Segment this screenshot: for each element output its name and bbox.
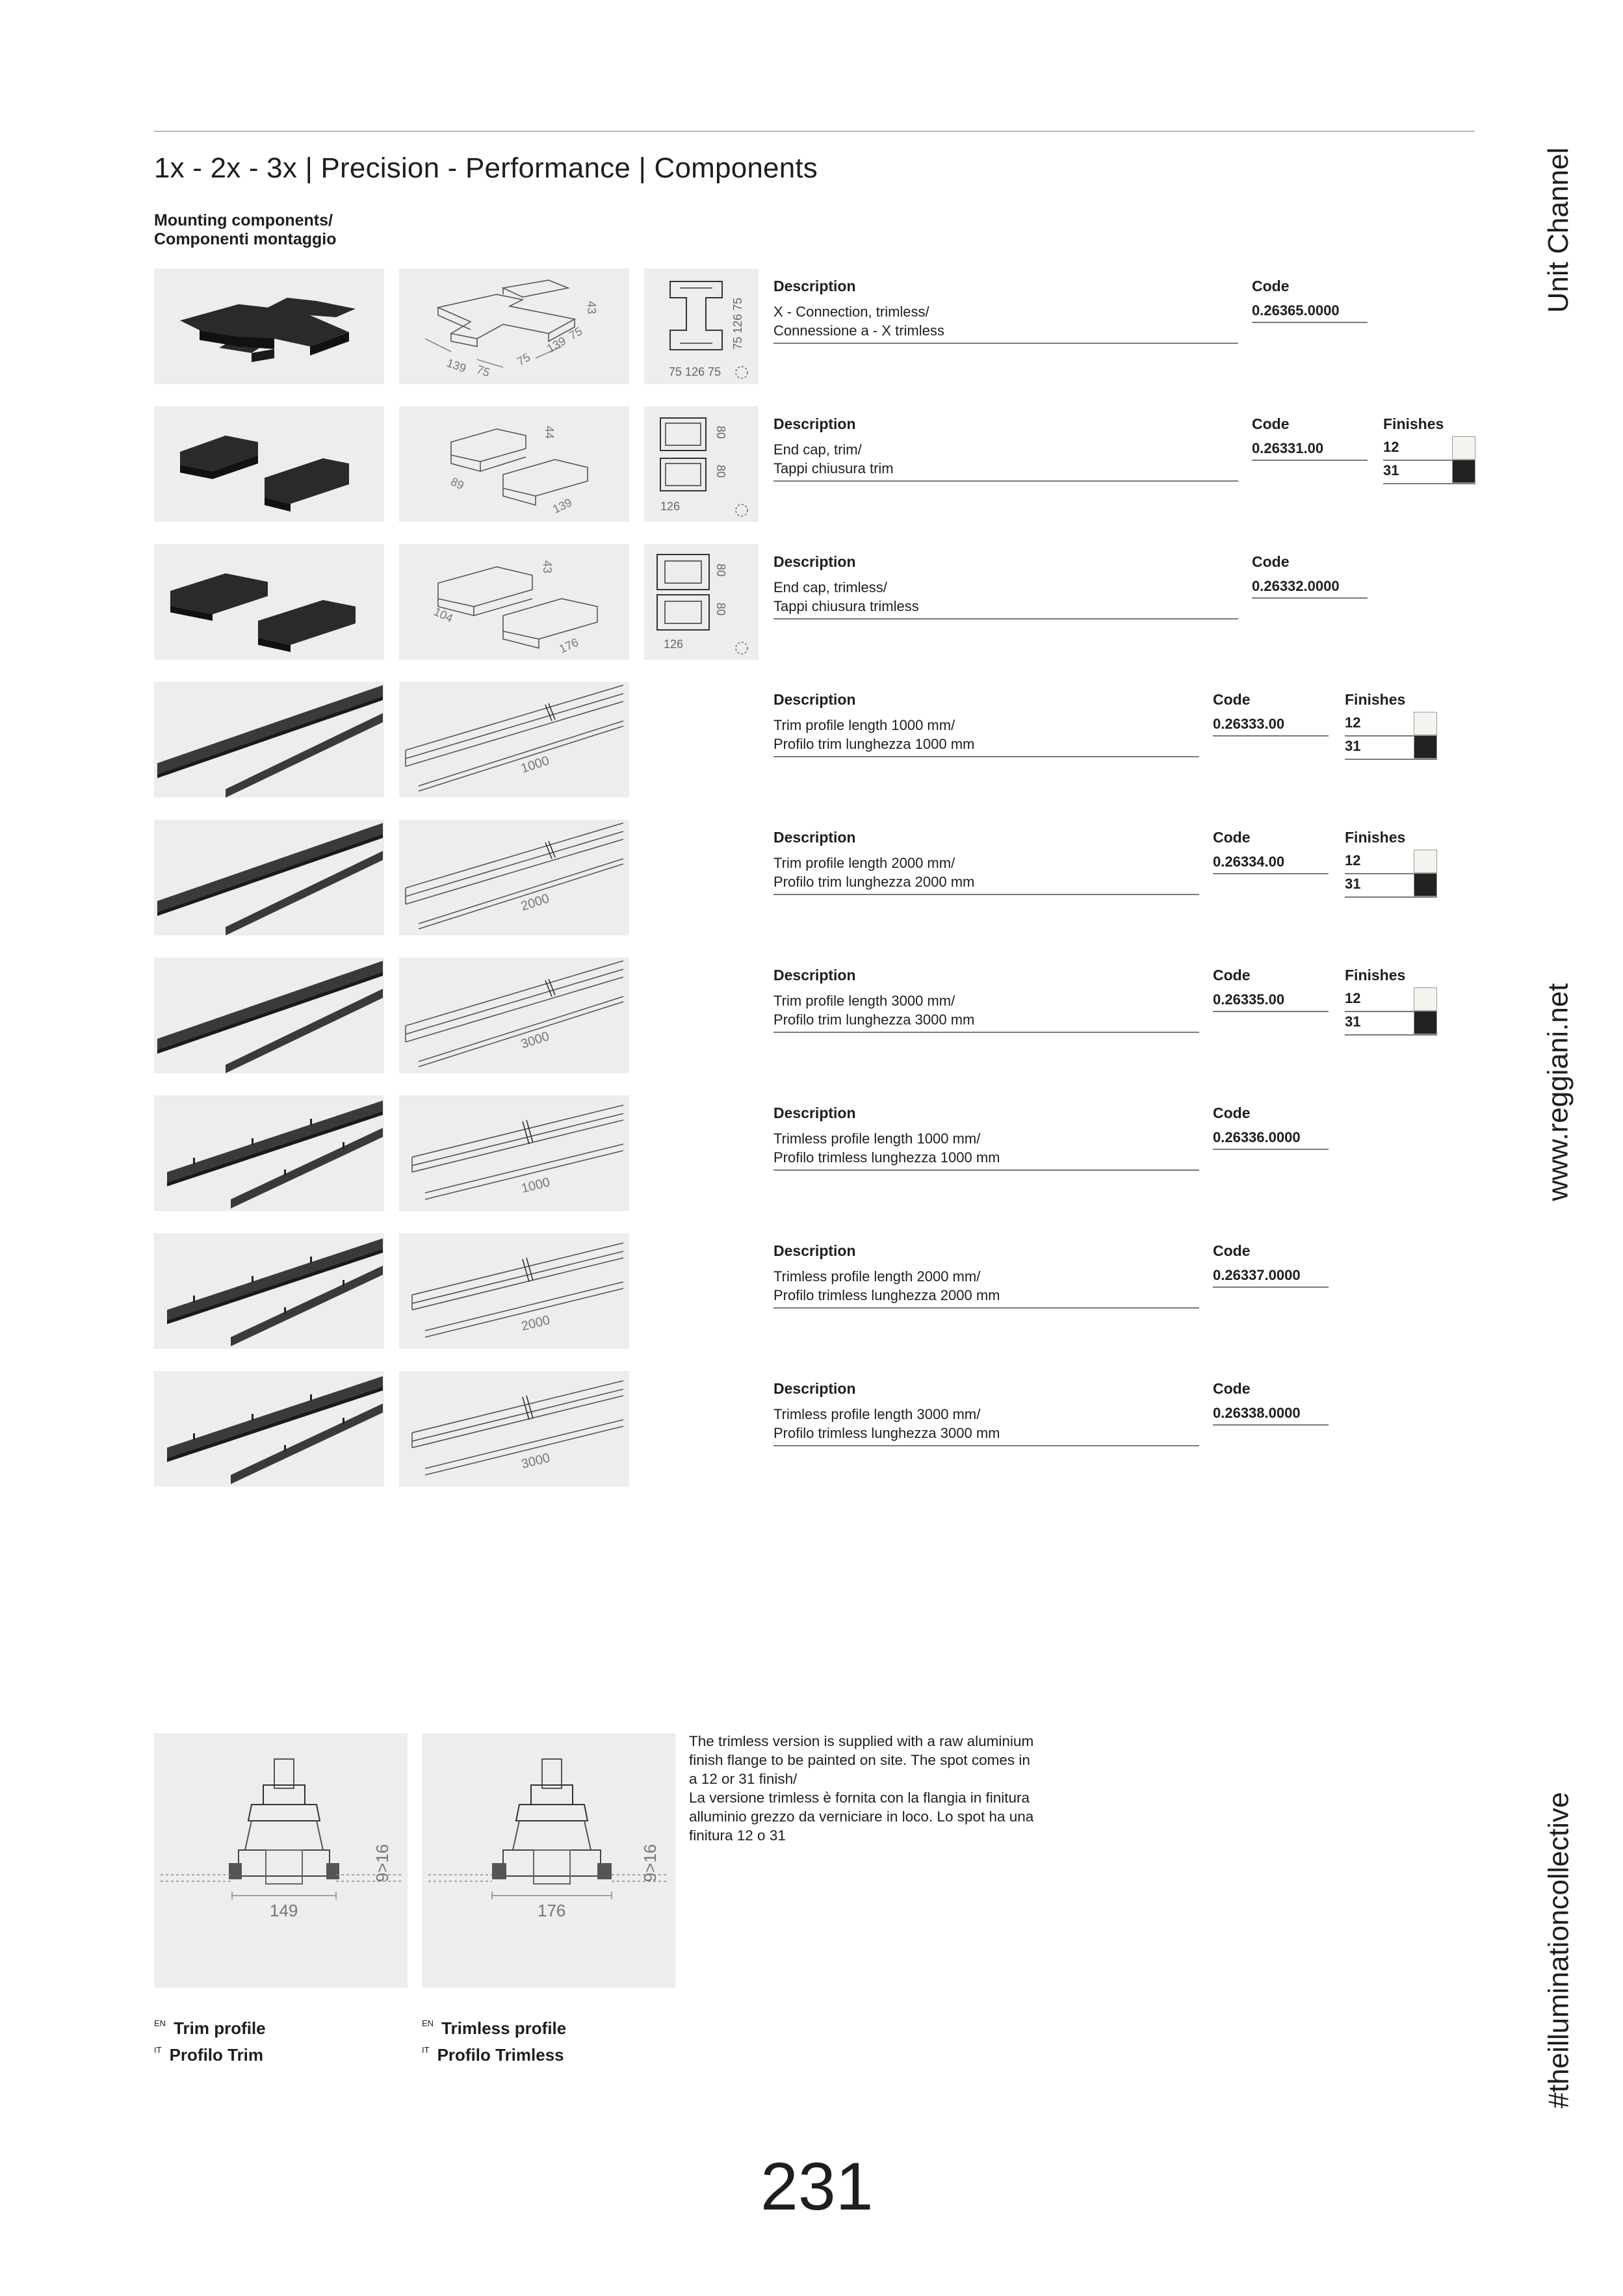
product-drawing	[399, 544, 629, 660]
finish-code: 31	[1345, 1013, 1361, 1030]
caption-it: Profilo Trim	[169, 2045, 264, 2065]
product-row-trim-2000	[0, 820, 1623, 937]
finishes-label: Finishes	[1345, 691, 1406, 708]
product-photo	[154, 268, 384, 384]
description-it: Connessione a - X trimless	[773, 322, 944, 339]
svg-text:1000: 1000	[519, 753, 551, 776]
finish-option-12[interactable]	[1383, 436, 1475, 461]
lang-tag: IT	[154, 2045, 162, 2055]
product-drawing	[399, 406, 629, 522]
svg-text:149: 149	[270, 1901, 298, 1920]
lang-tag: EN	[154, 2018, 166, 2028]
product-row-endcap-trimless	[0, 544, 1623, 661]
svg-text:139: 139	[545, 334, 569, 356]
finish-swatch-black	[1414, 735, 1437, 759]
product-drawing	[399, 268, 629, 384]
note-line: The trimless version is supplied with a raw aluminium	[689, 1733, 1034, 1749]
svg-text:9>16: 9>16	[372, 1844, 392, 1883]
product-description	[773, 854, 1199, 895]
svg-text:9>16: 9>16	[640, 1844, 660, 1883]
finish-code: 31	[1345, 738, 1361, 754]
product-photo	[154, 682, 384, 798]
svg-text:80: 80	[714, 465, 727, 478]
subtitle-it: Componenti montaggio	[154, 230, 337, 248]
svg-text:139: 139	[445, 356, 468, 376]
svg-text:139: 139	[551, 495, 574, 516]
product-row-trimless-2000	[0, 1233, 1623, 1350]
description-label: Description	[773, 1104, 856, 1121]
svg-text:104: 104	[432, 605, 455, 625]
finishes-label: Finishes	[1345, 829, 1406, 846]
product-row-trim-1000	[0, 682, 1623, 799]
finish-swatch-white	[1414, 712, 1437, 735]
product-drawing	[399, 1371, 629, 1487]
section-subtitle	[154, 211, 337, 249]
description-label: Description	[773, 829, 856, 846]
trimless-note	[689, 1732, 1079, 1845]
description-it: Tappi chiusura trimless	[773, 598, 919, 614]
product-photo	[154, 1233, 384, 1349]
finish-code: 12	[1345, 714, 1361, 731]
finish-swatch-black	[1414, 1011, 1437, 1034]
finish-option-31[interactable]	[1345, 735, 1437, 760]
svg-text:75: 75	[567, 324, 585, 343]
product-photo	[154, 958, 384, 1073]
description-en: Trim profile length 3000 mm/	[773, 993, 955, 1009]
product-row-trimless-3000	[0, 1371, 1623, 1488]
description-en: End cap, trim/	[773, 441, 862, 458]
product-description	[773, 1405, 1199, 1446]
code-label: Code	[1213, 1104, 1251, 1121]
product-code: 0.26333.00	[1213, 716, 1329, 737]
description-label: Description	[773, 553, 856, 570]
product-description	[773, 302, 1238, 344]
finish-swatch-white	[1452, 436, 1475, 460]
finish-swatch-white	[1414, 850, 1437, 873]
lang-tag: IT	[422, 2045, 430, 2055]
product-row-x-connection	[0, 268, 1623, 385]
product-drawing	[399, 1095, 629, 1211]
product-row-endcap-trim	[0, 406, 1623, 523]
code-label: Code	[1213, 967, 1251, 984]
product-photo	[154, 1095, 384, 1211]
caption-it: Profilo Trimless	[437, 2045, 564, 2065]
description-it: Profilo trim lunghezza 3000 mm	[773, 1011, 975, 1028]
svg-text:126: 126	[664, 638, 684, 651]
product-drawing	[399, 958, 629, 1073]
svg-text:43: 43	[585, 301, 598, 315]
finish-option-31[interactable]	[1345, 873, 1437, 898]
svg-text:80: 80	[714, 564, 727, 577]
description-label: Description	[773, 691, 856, 708]
note-line: La versione trimless è fornita con la flangia in finitura	[689, 1790, 1030, 1806]
product-photo	[154, 406, 384, 522]
finish-swatch-white	[1414, 987, 1437, 1011]
product-drawing	[399, 820, 629, 935]
note-line: finitura 12 o 31	[689, 1827, 786, 1844]
page-number: 231	[760, 2149, 874, 2224]
caption-en: Trim profile	[174, 2018, 266, 2038]
side-hashtag: #theilluminationcollective	[1542, 1792, 1574, 2109]
code-label: Code	[1213, 691, 1251, 708]
description-it: Profilo trim lunghezza 2000 mm	[773, 874, 975, 890]
caption-trim	[154, 2013, 266, 2066]
description-it: Profilo trimless lunghezza 3000 mm	[773, 1425, 1000, 1441]
description-en: Trimless profile length 3000 mm/	[773, 1406, 981, 1422]
description-it: Profilo trimless lunghezza 2000 mm	[773, 1287, 1000, 1303]
product-drawing	[399, 1233, 629, 1349]
code-label: Code	[1252, 278, 1290, 294]
svg-text:3000: 3000	[519, 1029, 551, 1052]
description-it: Tappi chiusura trim	[773, 460, 894, 476]
description-it: Profilo trim lunghezza 1000 mm	[773, 736, 975, 752]
product-photo	[154, 1371, 384, 1487]
product-code: 0.26336.0000	[1213, 1129, 1329, 1150]
code-label: Code	[1213, 1380, 1251, 1397]
finish-option-12[interactable]	[1345, 850, 1437, 874]
svg-text:75 126 75: 75 126 75	[731, 297, 744, 350]
finish-code: 12	[1383, 439, 1399, 455]
svg-text:89: 89	[448, 475, 466, 493]
product-code: 0.26332.0000	[1252, 578, 1368, 599]
code-label: Code	[1252, 553, 1290, 570]
description-en: Trim profile length 2000 mm/	[773, 855, 955, 871]
product-description	[773, 440, 1238, 482]
product-code: 0.26331.00	[1252, 440, 1368, 461]
description-en: Trimless profile length 2000 mm/	[773, 1268, 981, 1285]
product-photo	[154, 820, 384, 935]
section-drawing-trim	[154, 1733, 408, 1988]
svg-text:2000: 2000	[519, 891, 551, 914]
technical-drawing	[644, 406, 759, 522]
description-it: Profilo trimless lunghezza 1000 mm	[773, 1149, 1000, 1166]
description-en: X - Connection, trimless/	[773, 304, 929, 320]
svg-text:44: 44	[543, 426, 556, 439]
svg-text:43: 43	[541, 560, 554, 574]
product-description	[773, 716, 1199, 757]
finish-code: 31	[1383, 462, 1399, 478]
finish-code: 12	[1345, 852, 1361, 868]
description-en: Trimless profile length 1000 mm/	[773, 1130, 981, 1147]
svg-text:1000: 1000	[519, 1175, 552, 1196]
product-photo	[154, 544, 384, 660]
svg-text:75: 75	[474, 362, 492, 380]
note-line: finish flange to be painted on site. The spot comes in	[689, 1752, 1030, 1768]
svg-text:2000: 2000	[519, 1312, 552, 1334]
side-brand: Unit Channel	[1542, 147, 1574, 313]
description-en: Trim profile length 1000 mm/	[773, 717, 955, 733]
svg-text:75 126 75: 75 126 75	[669, 365, 721, 378]
svg-text:80: 80	[714, 603, 727, 616]
product-code: 0.26335.00	[1213, 991, 1329, 1012]
product-description	[773, 1267, 1199, 1309]
svg-text:176: 176	[538, 1901, 566, 1920]
description-label: Description	[773, 1242, 856, 1259]
finish-option-12[interactable]	[1345, 712, 1437, 737]
product-row-trim-3000	[0, 958, 1623, 1075]
page-title: 1x - 2x - 3x | Precision - Performance | Components	[154, 152, 818, 184]
product-row-trimless-1000	[0, 1095, 1623, 1212]
description-label: Description	[773, 967, 856, 984]
description-label: Description	[773, 1380, 856, 1397]
side-website[interactable]: www.reggiani.net	[1542, 983, 1575, 1201]
finish-option-12[interactable]	[1345, 987, 1437, 1012]
svg-text:75: 75	[515, 350, 533, 369]
section-drawing-trimless	[422, 1733, 675, 1988]
technical-drawing	[644, 544, 759, 660]
description-en: End cap, trimless/	[773, 579, 887, 595]
finishes-label: Finishes	[1383, 415, 1444, 432]
finish-swatch-black	[1452, 460, 1475, 483]
code-label: Code	[1213, 1242, 1251, 1259]
product-code: 0.26334.00	[1213, 854, 1329, 874]
caption-en: Trimless profile	[441, 2018, 567, 2038]
technical-drawing	[644, 268, 759, 384]
finish-option-31[interactable]	[1383, 460, 1475, 484]
product-drawing	[399, 682, 629, 798]
product-description	[773, 1129, 1199, 1171]
top-rule	[154, 131, 1475, 132]
finish-code: 12	[1345, 990, 1361, 1006]
product-description	[773, 991, 1199, 1033]
lang-tag: EN	[422, 2018, 434, 2028]
note-line: alluminio grezzo da verniciare in loco. Lo spot ha una	[689, 1808, 1034, 1825]
description-label: Description	[773, 278, 856, 294]
product-code: 0.26365.0000	[1252, 302, 1368, 323]
product-code: 0.26337.0000	[1213, 1267, 1329, 1288]
product-description	[773, 578, 1238, 620]
finish-code: 31	[1345, 876, 1361, 892]
svg-text:80: 80	[714, 426, 727, 439]
caption-trimless	[422, 2013, 566, 2066]
description-label: Description	[773, 415, 856, 432]
finish-swatch-black	[1414, 873, 1437, 896]
note-line: a 12 or 31 finish/	[689, 1771, 798, 1787]
product-code: 0.26338.0000	[1213, 1405, 1329, 1426]
svg-text:126: 126	[660, 500, 681, 513]
code-label: Code	[1252, 415, 1290, 432]
finish-option-31[interactable]	[1345, 1011, 1437, 1036]
code-label: Code	[1213, 829, 1251, 846]
svg-text:176: 176	[557, 635, 580, 656]
svg-text:3000: 3000	[519, 1450, 552, 1472]
finishes-label: Finishes	[1345, 967, 1406, 984]
subtitle-en: Mounting components/	[154, 211, 333, 229]
